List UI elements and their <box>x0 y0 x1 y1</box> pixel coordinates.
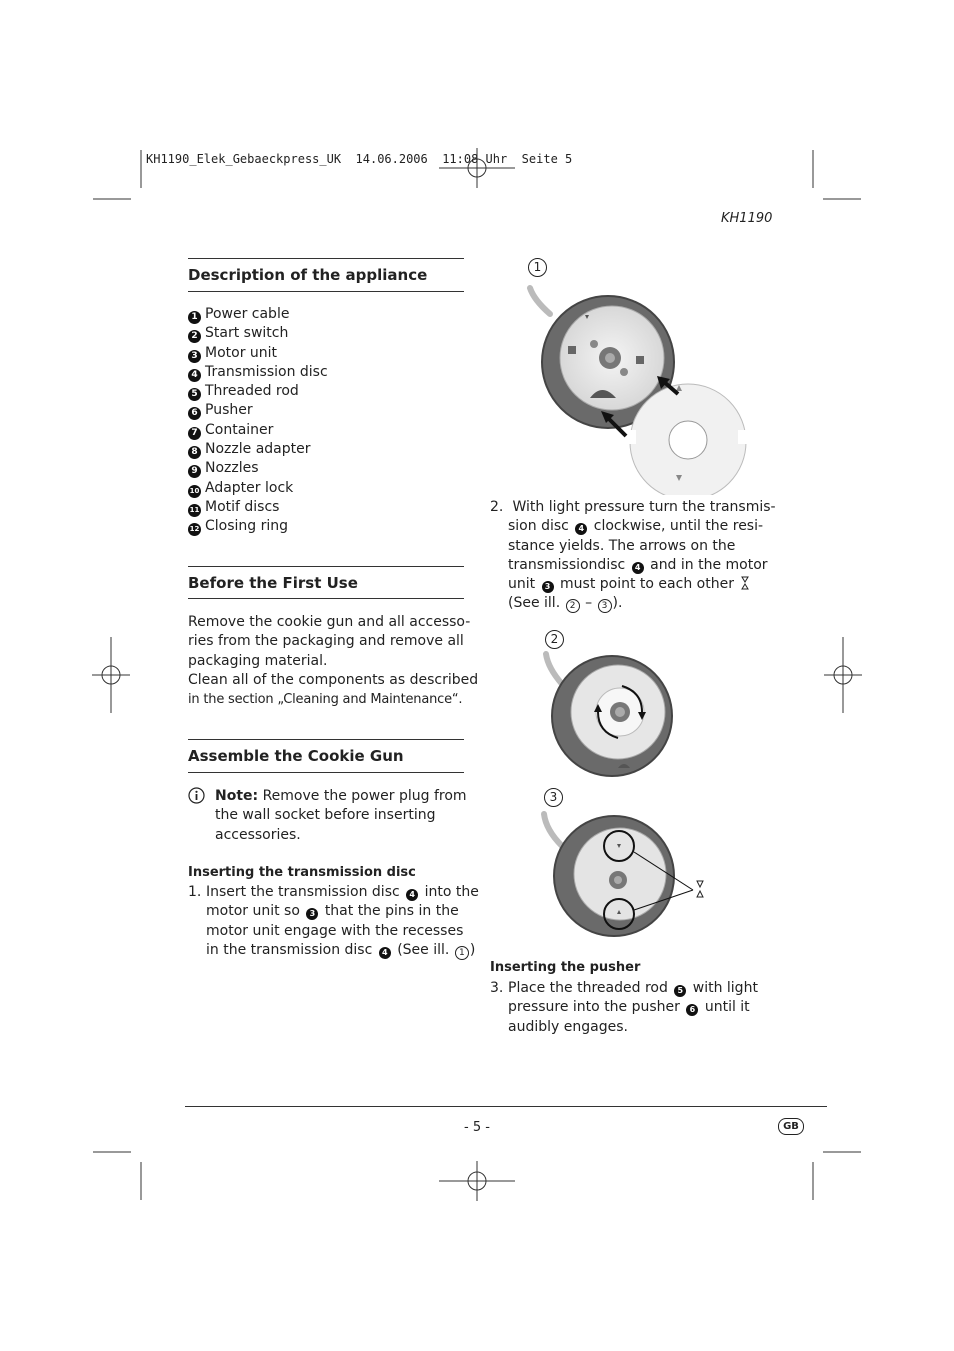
list-item: 10 Adapter lock <box>189 479 294 496</box>
list-item: 3 Motor unit <box>188 344 328 363</box>
note: Note: Remove the power plug from the wall socket before inserting accessories. <box>215 788 467 843</box>
arrows-alignment-icon <box>741 576 749 590</box>
section-title-first-use: Before the First Use <box>188 574 358 592</box>
list-item: 5 Threaded rod <box>188 382 328 401</box>
first-use-text: Remove the cookie gun and all accesso- ries from the packaging and remove all packaging material. Clean all of the components as described in the section „Cleaning and Maintenance“. <box>188 614 479 708</box>
list-item: 4 Transmission disc <box>188 363 328 382</box>
list-item: 9 Nozzles <box>188 459 328 478</box>
figure-label: 2 <box>545 630 564 649</box>
list-item: 7 Container <box>188 421 328 440</box>
step-1: 1. Insert the transmission disc 4 into the motor unit so 3 that the pins in the motor unit engage with the recesses in the transmission disc 4 (See ill. 1 ) <box>188 884 479 958</box>
list-item: 2 Start switch <box>188 324 328 343</box>
list-item: 8 Nozzle adapter <box>188 440 328 459</box>
illustration-2-rotate-disc <box>540 648 680 778</box>
list-item: 12 Closing ring <box>189 518 289 535</box>
page-number: - 5 - <box>464 1120 490 1135</box>
illustration-1-motor-and-disc <box>520 280 765 495</box>
illustration-3-aligned-arrows <box>538 808 708 938</box>
list-item: 1 Power cable <box>188 305 328 324</box>
info-icon <box>188 787 205 804</box>
step-2: 2. With light pressure turn the transmis- sion disc 4 clockwise, until the resi- stance yields. The arrows on the transmissiondisc 4 and in the motor unit 3 must point to each other (See ill. 2 – 3 ). <box>490 499 776 612</box>
subheading-transmission-disc: Inserting the transmission disc <box>188 865 416 880</box>
subheading-pusher: Inserting the pusher <box>490 960 641 975</box>
list-item: 6 Pusher <box>188 401 328 420</box>
language-badge: GB <box>778 1118 804 1135</box>
section-title-assemble: Assemble the Cookie Gun <box>188 747 404 765</box>
list-item: 11 Motif discs <box>189 498 280 515</box>
model-number: KH1190 <box>721 211 773 226</box>
figure-label: 1 <box>528 258 547 277</box>
section-title-description: Description of the appliance <box>188 266 428 284</box>
parts-list <box>188 305 328 537</box>
step-3: 3. Place the threaded rod 5 with light pressure into the pusher 6 until it audibly engages. <box>490 980 758 1035</box>
print-slug: KH1190_Elek_Gebaeckpress_UK 14.06.2006 11:08 Uhr Seite 5 <box>146 152 573 166</box>
figure-label: 3 <box>544 788 563 807</box>
